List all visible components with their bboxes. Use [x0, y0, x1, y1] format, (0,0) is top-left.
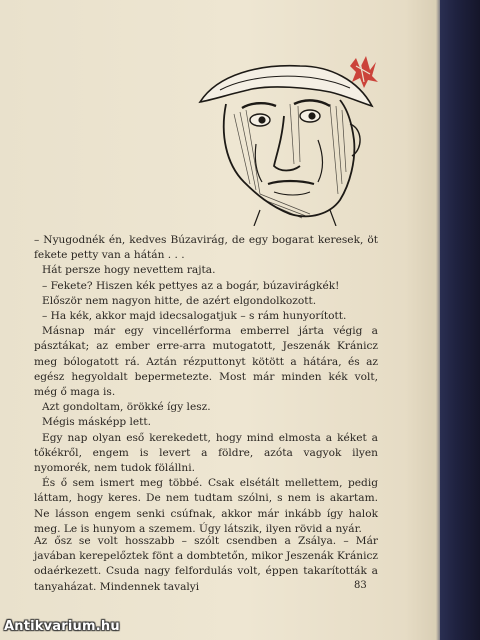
paragraph: – Nyugodnék én, kedves Búzavirág, de egy bogarat keresek, öt fekete petty van a hátán . . .: [34, 234, 378, 262]
paragraph: Az ősz se volt hosszabb – szólt csendben a Zsálya. – Már javában kerepelőztek fönt a dombtetőn, mikor Jeszenák Kránicz odaérkezett. Csuda nagy felfordulás volt, éppen takarították a tanyaházat. Mindennek tavalyi: [34, 535, 378, 593]
book-cover-spine: [440, 0, 480, 640]
paragraph: Hát persze hogy nevettem rajta.: [42, 264, 216, 277]
paragraph: Először nem nagyon hitte, de azért elgondolkozott.: [42, 294, 317, 307]
page-number: 83: [354, 580, 367, 591]
watermark: Antikvarium.hu: [4, 619, 120, 634]
story-text-continuation: [34, 534, 378, 595]
paragraph: Azt gondoltam, örökké így lesz.: [42, 401, 211, 414]
portrait-illustration: [190, 44, 380, 226]
paragraph: Mégis másképp lett.: [42, 416, 152, 429]
red-stamp-icon: [350, 56, 378, 88]
paragraph: – Ha kék, akkor majd idecsalogatjuk – s rám hunyorított.: [42, 310, 347, 323]
paragraph: – Fekete? Hiszen kék pettyes az a bogár, búzavirágkék!: [42, 279, 340, 292]
paragraph: Másnap már egy vincellérforma emberrel járta végig a pásztákat; az ember erre-arra mutogatott, Jeszenák Kránicz meg bólogatott rá. Aztán rézputtonyt kötött a hátára, és az egész hegyoldalt bepermetezte. Most már minden kék volt, még ő maga is.: [34, 325, 378, 399]
paragraph: Egy nap olyan eső kerekedett, hogy mind elmosta a kéket a tőkékről, engem is levert a földre, azóta vagyok ilyen nyomorék, nem tudok fölállni.: [34, 431, 378, 475]
story-text-main: [34, 233, 378, 537]
paragraph: És ő sem ismert meg többé. Csak elsétált mellettem, pedig láttam, hogy keres. De nem tudtam szólni, s nem is akartam. Ne lásson engem senki csúfnak, akkor már inkább így halok meg. Le is hunyom a szemem. Úgy látszik, ilyen rövid a nyár.: [34, 477, 378, 535]
